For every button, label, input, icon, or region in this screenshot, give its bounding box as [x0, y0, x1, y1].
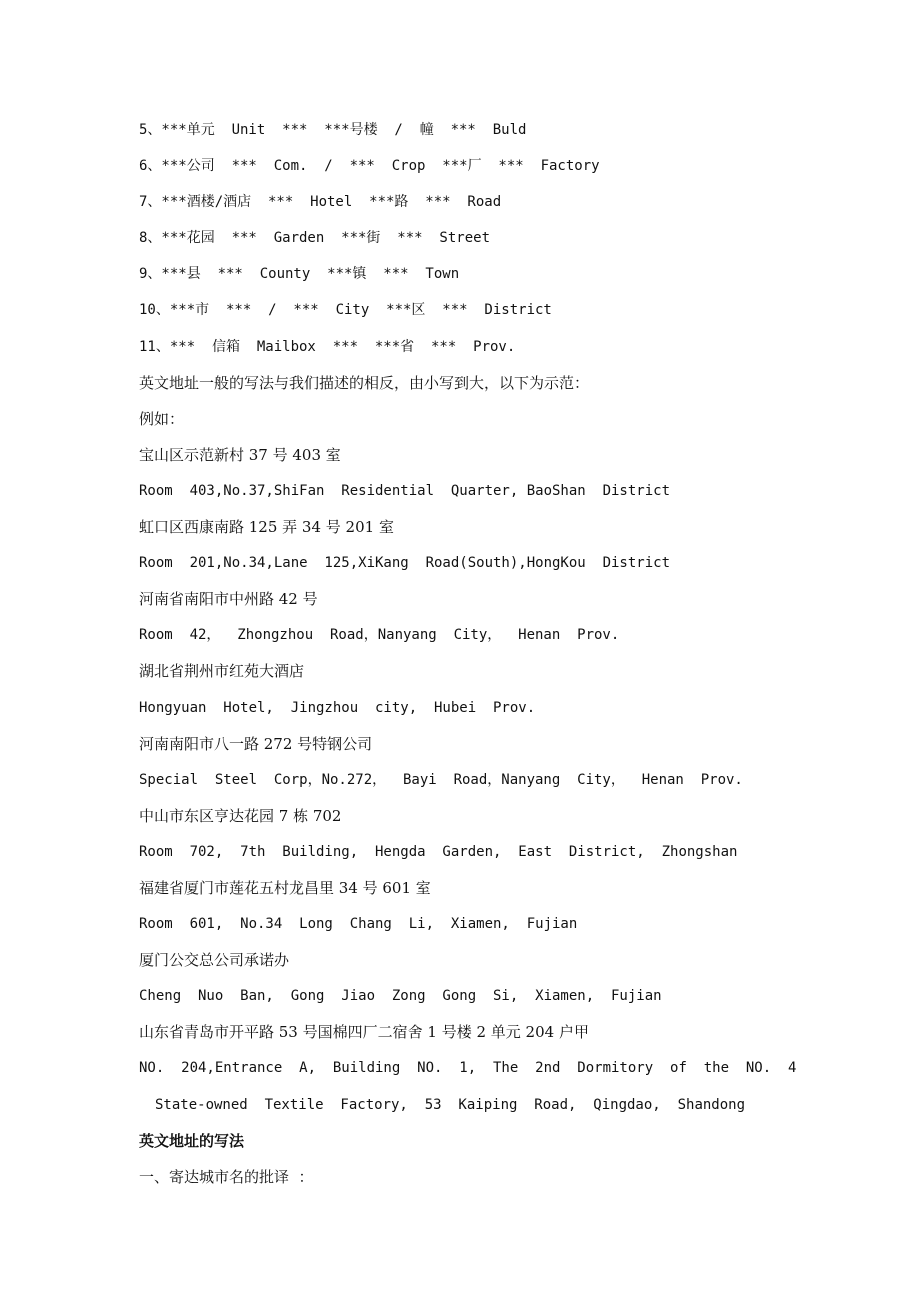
- line-16: 湖北省荆州市红苑大酒店: [139, 662, 305, 681]
- line-2: 6、***公司 *** Com. / *** Crop ***厂 *** Factory: [139, 158, 600, 175]
- line-4: 8、***花园 *** Garden ***街 *** Street: [139, 230, 491, 247]
- line-15: Room 42， Zhongzhou Road，Nanyang City， Henan Prov.: [139, 627, 620, 644]
- line-6: 10、***市 *** / *** City ***区 *** District: [139, 302, 552, 319]
- section-heading: 英文地址的写法: [139, 1131, 245, 1150]
- line-27: NO. 204,Entrance A, Building NO. 1, The 2nd Dormitory of the NO. 4: [139, 1060, 797, 1077]
- line-17: Hongyuan Hotel, Jingzhou city, Hubei Prov.: [139, 699, 536, 716]
- line-20: 中山市东区亨达花园 7 栋 702: [139, 806, 342, 825]
- line-30: 一、寄达城市名的批译 ：: [139, 1167, 314, 1186]
- line-25: Cheng Nuo Ban, Gong Jiao Zong Gong Si, Xiamen, Fujian: [139, 988, 662, 1005]
- line-9: 例如：: [139, 409, 185, 428]
- line-8: 英文地址一般的写法与我们描述的相反，由小写到大，以下为示范：: [139, 373, 590, 392]
- line-26: 山东省青岛市开平路 53 号国棉四厂二宿舍 1 号楼 2 单元 204 户甲: [139, 1023, 589, 1042]
- line-28: State-owned Textile Factory, 53 Kaiping Road, Qingdao, Shandong: [155, 1096, 746, 1113]
- line-1: 5、***单元 Unit *** ***号楼 / 幢 *** Buld: [139, 122, 527, 138]
- line-14: 河南省南阳市中州路 42 号: [139, 590, 318, 609]
- line-13: Room 201,No.34,Lane 125,XiKang Road(South),HongKou District: [139, 555, 671, 572]
- line-11: Room 403,No.37,ShiFan Residential Quarter, BaoShan District: [139, 482, 671, 499]
- line-23: Room 601, No.34 Long Chang Li, Xiamen, Fujian: [139, 916, 578, 933]
- line-21: Room 702, 7th Building, Hengda Garden, East District, Zhongshan: [139, 843, 738, 860]
- line-18: 河南南阳市八一路 272 号特钢公司: [139, 734, 373, 753]
- line-7: 11、*** 信箱 Mailbox *** ***省 *** Prov.: [139, 338, 516, 355]
- line-10: 宝山区示范新村 37 号 403 室: [139, 445, 341, 464]
- line-5: 9、***县 *** County ***镇 *** Town: [139, 266, 460, 283]
- line-12: 虹口区西康南路 125 弄 34 号 201 室: [139, 518, 394, 537]
- line-22: 福建省厦门市莲花五村龙昌里 34 号 601 室: [139, 878, 431, 897]
- line-3: 7、***酒楼/酒店 *** Hotel ***路 *** Road: [139, 194, 502, 211]
- line-24: 厦门公交总公司承诺办: [139, 951, 290, 970]
- document-page: [139, 116, 839, 1199]
- line-19: Special Steel Corp，No.272， Bayi Road，Nanyang City， Henan Prov.: [139, 771, 743, 788]
